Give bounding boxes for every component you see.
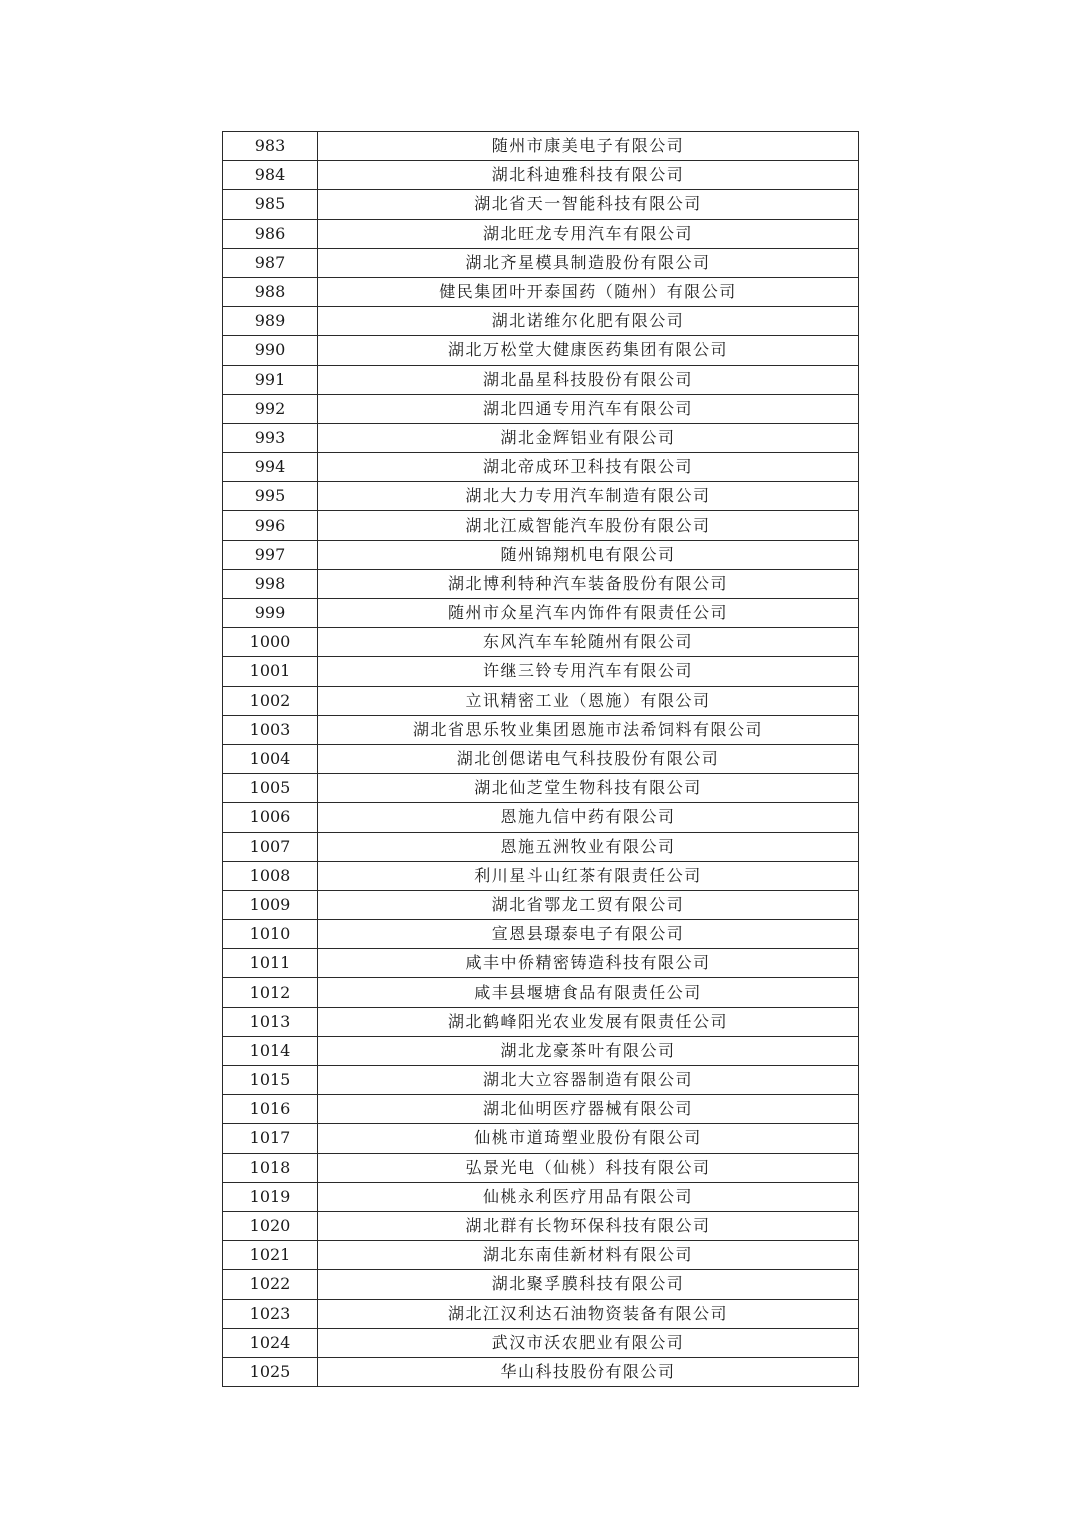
row-number: 1003 bbox=[223, 715, 318, 744]
row-number: 1017 bbox=[223, 1124, 318, 1153]
row-number: 987 bbox=[223, 248, 318, 277]
company-name: 湖北齐星模具制造股份有限公司 bbox=[318, 248, 859, 277]
company-name: 许继三铃专用汽车有限公司 bbox=[318, 657, 859, 686]
table-row bbox=[223, 365, 859, 394]
row-number: 1000 bbox=[223, 628, 318, 657]
row-number: 1020 bbox=[223, 1211, 318, 1240]
company-name: 恩施五洲牧业有限公司 bbox=[318, 832, 859, 861]
row-number: 991 bbox=[223, 365, 318, 394]
table-row bbox=[223, 161, 859, 190]
table-row bbox=[223, 307, 859, 336]
company-name: 湖北旺龙专用汽车有限公司 bbox=[318, 219, 859, 248]
row-number: 1001 bbox=[223, 657, 318, 686]
row-number: 985 bbox=[223, 190, 318, 219]
company-name: 弘景光电（仙桃）科技有限公司 bbox=[318, 1153, 859, 1182]
row-number: 1025 bbox=[223, 1357, 318, 1386]
row-number: 1014 bbox=[223, 1036, 318, 1065]
table-row bbox=[223, 803, 859, 832]
company-name: 随州市康美电子有限公司 bbox=[318, 132, 859, 161]
table-row bbox=[223, 219, 859, 248]
table-row bbox=[223, 1153, 859, 1182]
row-number: 1021 bbox=[223, 1241, 318, 1270]
row-number: 984 bbox=[223, 161, 318, 190]
table-row bbox=[223, 394, 859, 423]
table-row bbox=[223, 686, 859, 715]
table-row bbox=[223, 1270, 859, 1299]
row-number: 983 bbox=[223, 132, 318, 161]
company-name: 湖北晶星科技股份有限公司 bbox=[318, 365, 859, 394]
row-number: 1008 bbox=[223, 861, 318, 890]
table-row bbox=[223, 1095, 859, 1124]
table-row bbox=[223, 1299, 859, 1328]
row-number: 1022 bbox=[223, 1270, 318, 1299]
company-name: 湖北仙芝堂生物科技有限公司 bbox=[318, 774, 859, 803]
row-number: 1023 bbox=[223, 1299, 318, 1328]
row-number: 1004 bbox=[223, 744, 318, 773]
table-row bbox=[223, 511, 859, 540]
table-row bbox=[223, 453, 859, 482]
table-row bbox=[223, 744, 859, 773]
company-name: 随州锦翔机电有限公司 bbox=[318, 540, 859, 569]
company-name: 湖北大力专用汽车制造有限公司 bbox=[318, 482, 859, 511]
table-row bbox=[223, 1007, 859, 1036]
company-name: 湖北仙明医疗器械有限公司 bbox=[318, 1095, 859, 1124]
table-row bbox=[223, 1066, 859, 1095]
company-name: 利川星斗山红茶有限责任公司 bbox=[318, 861, 859, 890]
company-name: 湖北省天一智能科技有限公司 bbox=[318, 190, 859, 219]
table-row bbox=[223, 482, 859, 511]
company-name: 湖北博利特种汽车装备股份有限公司 bbox=[318, 569, 859, 598]
row-number: 999 bbox=[223, 599, 318, 628]
company-name: 咸丰县堰塘食品有限责任公司 bbox=[318, 978, 859, 1007]
row-number: 992 bbox=[223, 394, 318, 423]
table-row bbox=[223, 715, 859, 744]
table-row bbox=[223, 1328, 859, 1357]
table-row bbox=[223, 949, 859, 978]
table-row bbox=[223, 569, 859, 598]
company-name: 咸丰中侨精密铸造科技有限公司 bbox=[318, 949, 859, 978]
company-name: 仙桃永利医疗用品有限公司 bbox=[318, 1182, 859, 1211]
company-name: 立讯精密工业（恩施）有限公司 bbox=[318, 686, 859, 715]
row-number: 990 bbox=[223, 336, 318, 365]
company-name: 湖北江威智能汽车股份有限公司 bbox=[318, 511, 859, 540]
company-name: 东风汽车车轮随州有限公司 bbox=[318, 628, 859, 657]
row-number: 1016 bbox=[223, 1095, 318, 1124]
company-name: 湖北省思乐牧业集团恩施市法希饲料有限公司 bbox=[318, 715, 859, 744]
company-name: 恩施九信中药有限公司 bbox=[318, 803, 859, 832]
company-name: 湖北创偲诺电气科技股份有限公司 bbox=[318, 744, 859, 773]
table-row bbox=[223, 1357, 859, 1386]
table-row bbox=[223, 190, 859, 219]
row-number: 988 bbox=[223, 277, 318, 306]
row-number: 993 bbox=[223, 423, 318, 452]
row-number: 1024 bbox=[223, 1328, 318, 1357]
company-name: 湖北帝成环卫科技有限公司 bbox=[318, 453, 859, 482]
table-row bbox=[223, 1124, 859, 1153]
table-row bbox=[223, 920, 859, 949]
company-name: 湖北大立容器制造有限公司 bbox=[318, 1066, 859, 1095]
row-number: 986 bbox=[223, 219, 318, 248]
company-name: 湖北省鄂龙工贸有限公司 bbox=[318, 890, 859, 919]
table-row bbox=[223, 248, 859, 277]
table-row bbox=[223, 132, 859, 161]
company-name: 湖北群有长物环保科技有限公司 bbox=[318, 1211, 859, 1240]
table-row bbox=[223, 978, 859, 1007]
table-row bbox=[223, 890, 859, 919]
company-name: 宣恩县璟泰电子有限公司 bbox=[318, 920, 859, 949]
row-number: 1013 bbox=[223, 1007, 318, 1036]
company-name: 湖北鹤峰阳光农业发展有限责任公司 bbox=[318, 1007, 859, 1036]
table-row bbox=[223, 423, 859, 452]
row-number: 998 bbox=[223, 569, 318, 598]
company-name: 华山科技股份有限公司 bbox=[318, 1357, 859, 1386]
row-number: 1002 bbox=[223, 686, 318, 715]
table-body bbox=[223, 132, 859, 1387]
row-number: 989 bbox=[223, 307, 318, 336]
row-number: 994 bbox=[223, 453, 318, 482]
company-list-table bbox=[222, 131, 859, 1387]
row-number: 997 bbox=[223, 540, 318, 569]
row-number: 1005 bbox=[223, 774, 318, 803]
table-row bbox=[223, 540, 859, 569]
row-number: 1015 bbox=[223, 1066, 318, 1095]
table-row bbox=[223, 599, 859, 628]
company-name: 随州市众星汽车内饰件有限责任公司 bbox=[318, 599, 859, 628]
table-row bbox=[223, 336, 859, 365]
row-number: 995 bbox=[223, 482, 318, 511]
table-row bbox=[223, 774, 859, 803]
table-row bbox=[223, 657, 859, 686]
company-name: 湖北四通专用汽车有限公司 bbox=[318, 394, 859, 423]
row-number: 1012 bbox=[223, 978, 318, 1007]
table-row bbox=[223, 832, 859, 861]
company-name: 湖北龙豪茶叶有限公司 bbox=[318, 1036, 859, 1065]
row-number: 1006 bbox=[223, 803, 318, 832]
table-row bbox=[223, 1036, 859, 1065]
table-row bbox=[223, 1211, 859, 1240]
company-name: 湖北万松堂大健康医药集团有限公司 bbox=[318, 336, 859, 365]
table-row bbox=[223, 861, 859, 890]
row-number: 1010 bbox=[223, 920, 318, 949]
company-name: 武汉市沃农肥业有限公司 bbox=[318, 1328, 859, 1357]
company-name: 健民集团叶开泰国药（随州）有限公司 bbox=[318, 277, 859, 306]
company-name: 湖北金辉铝业有限公司 bbox=[318, 423, 859, 452]
company-name: 湖北江汉利达石油物资装备有限公司 bbox=[318, 1299, 859, 1328]
company-name: 湖北科迪雅科技有限公司 bbox=[318, 161, 859, 190]
row-number: 1018 bbox=[223, 1153, 318, 1182]
row-number: 1011 bbox=[223, 949, 318, 978]
company-name: 湖北东南佳新材料有限公司 bbox=[318, 1241, 859, 1270]
row-number: 996 bbox=[223, 511, 318, 540]
table-row bbox=[223, 1182, 859, 1211]
company-name: 湖北诺维尔化肥有限公司 bbox=[318, 307, 859, 336]
table-row bbox=[223, 1241, 859, 1270]
row-number: 1019 bbox=[223, 1182, 318, 1211]
company-name: 湖北聚孚膜科技有限公司 bbox=[318, 1270, 859, 1299]
row-number: 1009 bbox=[223, 890, 318, 919]
row-number: 1007 bbox=[223, 832, 318, 861]
table-row bbox=[223, 277, 859, 306]
company-name: 仙桃市道琦塑业股份有限公司 bbox=[318, 1124, 859, 1153]
table-row bbox=[223, 628, 859, 657]
